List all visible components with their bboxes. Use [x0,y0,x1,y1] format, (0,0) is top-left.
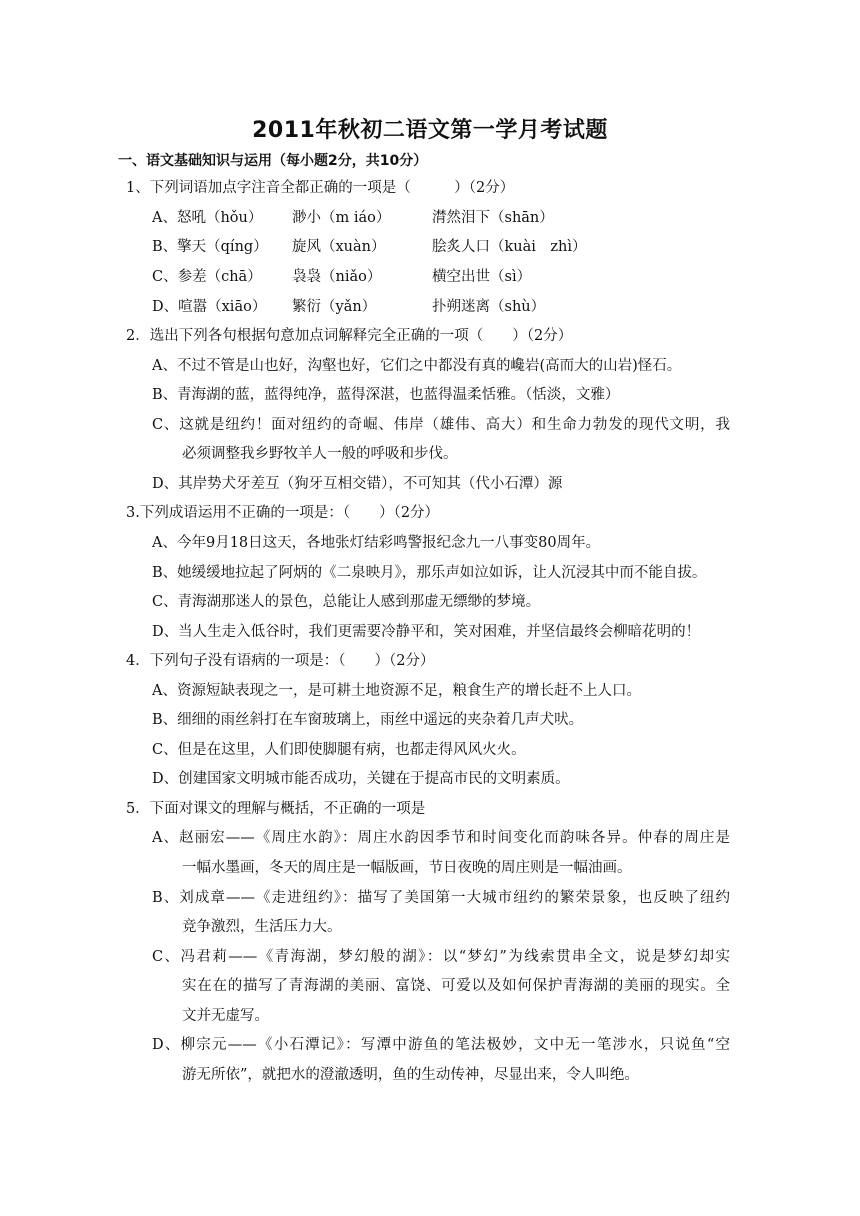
question-5-option-c-line3: 文并无虚写。 [182,1008,269,1024]
option-cell: 繁衍（yǎn） [292,299,377,315]
question-5-option-a-line1: A、赵丽宏——《周庄水韵》：周庄水韵因季节和时间变化而韵味各异。仲春的周庄是 [152,830,730,846]
question-1-option-d [152,297,752,317]
option-cell: 袅袅（niǎo） [292,269,382,285]
question-1-stem: 1、下列词语加点字注音全都正确的一项是（ ）（2分） [126,180,515,196]
question-5-option-d-line1: D、柳宗元——《小石潭记》：写潭中游鱼的笔法极妙，文中无一笔涉水，只说鱼“空 [152,1037,730,1053]
question-2-option-d: D、其岸势犬牙差互（狗牙互相交错），不可知其（代小石潭）源 [152,476,563,492]
option-cell: 脍炙人口（kuài zhì） [432,239,587,255]
question-1-option-b [152,237,752,257]
option-cell: A、怒吼（hǒu） [152,210,263,226]
question-3-option-c: C、青海湖那迷人的景色，总能让人感到那虚无缥缈的梦境。 [152,594,541,610]
question-2-option-c-line2: 必须调整我乡野牧羊人一般的呼吸和步伐。 [182,446,458,462]
question-5-option-d-line2: 游无所依”，就把水的澄澈透明，鱼的生动传神，尽显出来，令人叫绝。 [182,1067,639,1083]
question-5-option-c-line2: 实在在的描写了青海湖的美丽、富饶、可爱以及如何保护青海湖的美丽的现实。全 [182,978,730,994]
question-3-option-b: B、她缓缓地拉起了阿炳的《二泉映月》，那乐声如泣如诉，让人沉浸其中而不能自拔。 [152,565,707,581]
option-cell: 渺小（m iáo） [292,210,391,226]
question-4-option-b: B、细细的雨丝斜打在车窗玻璃上，雨丝中遥远的夹杂着几声犬吠。 [152,712,584,728]
question-2-option-c-line1: C、这就是纽约！面对纽约的奇崛、伟岸（雄伟、高大）和生命力勃发的现代文明，我 [152,417,730,433]
option-cell: C、参差（chā） [152,269,262,285]
question-4-option-d: D、创建国家文明城市能否成功，关键在于提高市民的文明素质。 [152,771,570,787]
question-5-option-a-line2: 一幅水墨画，冬天的周庄是一幅版画，节日夜晚的周庄则是一幅油画。 [182,860,632,876]
question-1-option-a [152,208,752,228]
question-5-stem: 5．下面对课文的理解与概括，不正确的一项是 [126,801,426,817]
question-4-option-c: C、但是在这里，人们即使脚腿有病，也都走得风风火火。 [152,742,526,758]
question-3-stem: 3.下列成语运用不正确的一项是：（ ）（2分） [126,505,440,521]
option-cell: 旋风（xuàn） [292,239,386,255]
question-5-option-b-line2: 竞争激烈，生活压力大。 [182,919,342,935]
question-4-stem: 4．下列句子没有语病的一项是：（ ）（2分） [126,653,435,669]
option-cell: 潸然泪下（shān） [432,210,554,226]
question-2-option-b: B、青海湖的蓝，蓝得纯净，蓝得深湛，也蓝得温柔恬雅。（恬淡，文雅） [152,387,620,403]
option-cell: 扑朔迷离（shù） [432,299,546,315]
option-cell: B、擎天（qíng） [152,239,268,255]
question-2-option-a: A、不过不管是山也好，沟壑也好，它们之中都没有真的巉岩(高而大的山岩)怪石。 [152,358,682,374]
question-2-stem: 2．选出下列各句根据句意加点词解释完全正确的一项（ ）（2分） [126,328,573,344]
section-heading: 一、语文基础知识与运用（每小题2分，共10分） [118,153,428,169]
option-cell: D、喧嚣（xiāo） [152,299,267,315]
question-3-option-a: A、今年9月18日这天，各地张灯结彩鸣警报纪念九一八事变80周年。 [152,535,601,551]
question-1-option-c [152,267,752,287]
page-title: 2011年秋初二语文第一学月考试题 [252,118,608,143]
question-4-option-a: A、资源短缺表现之一，是可耕土地资源不足，粮食生产的增长赶不上人口。 [152,683,641,699]
question-5-option-b-line1: B、刘成章——《走进纽约》：描写了美国第一大城市纽约的繁荣景象，也反映了纽约 [152,890,730,906]
question-5-option-c-line1: C、冯君莉——《青海湖，梦幻般的湖》：以“梦幻”为线索贯串全文，说是梦幻却实 [152,949,730,965]
question-3-option-d: D、当人生走入低谷时，我们更需要冷静平和，笑对困难，并坚信最终会柳暗花明的！ [152,624,701,640]
option-cell: 横空出世（sì） [432,269,532,285]
